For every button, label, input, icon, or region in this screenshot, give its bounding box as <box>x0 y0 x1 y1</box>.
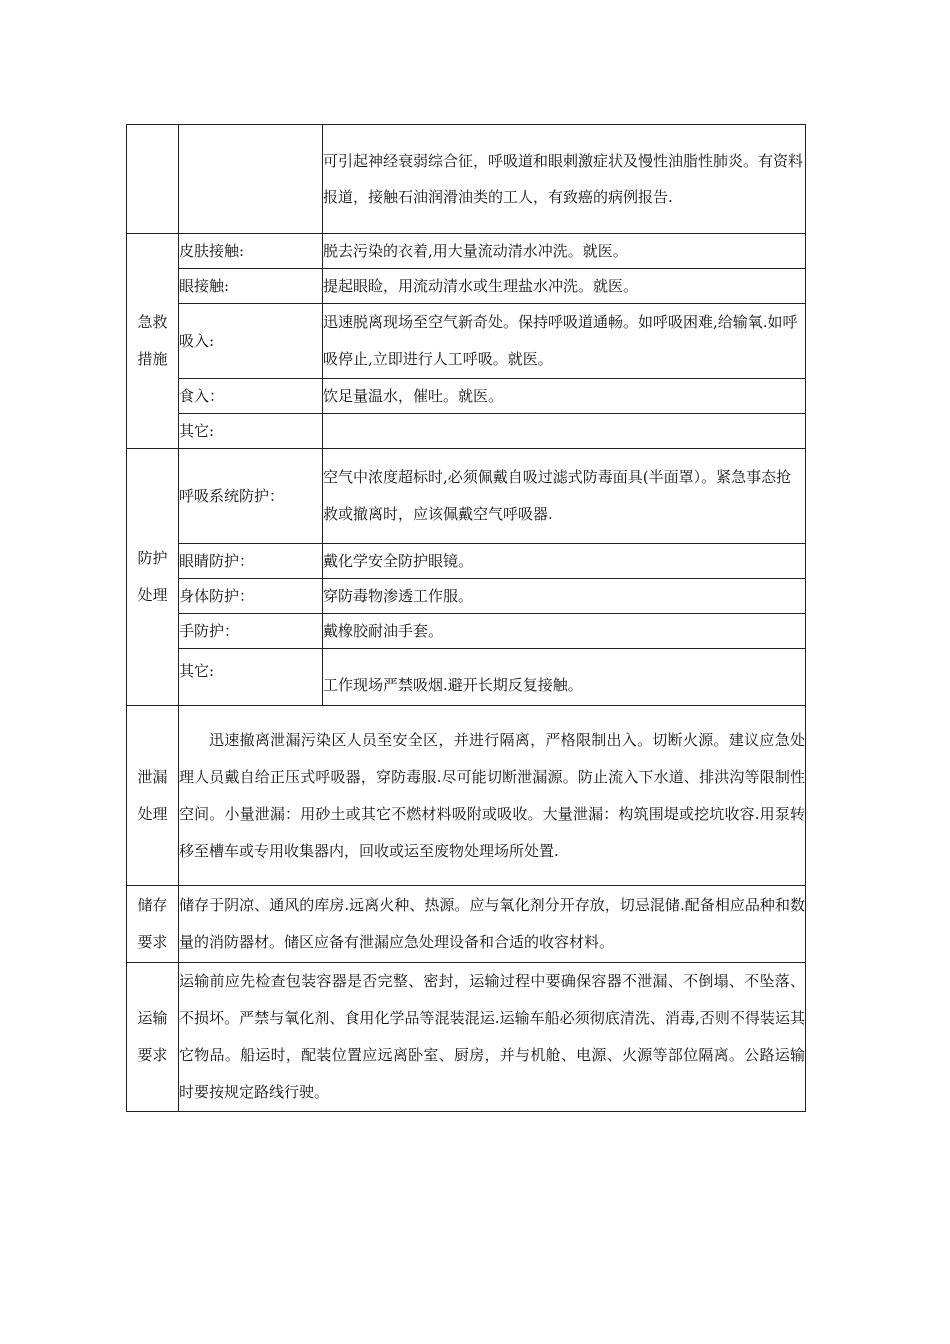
continuation-label-cell <box>179 125 323 234</box>
storage-row <box>127 886 806 963</box>
transport-category: 运输 要求 <box>127 963 179 1112</box>
leak-row <box>127 706 806 886</box>
first-aid-row-eye <box>127 269 806 304</box>
first-aid-label: 食入： <box>179 379 323 414</box>
leak-text: 迅速撤离泄漏污染区人员至安全区，并进行隔离，严格限制出入。切断火源。建议应急处理人员戴自给正压式呼吸器，穿防毒服.尽可能切断泄漏源。防止流入下水道、排洪沟等限制性空间。小量泄漏：用砂土或其它不燃材料吸附或吸收。大量泄漏：构筑围堤或挖坑收容.用泵转移至槽车或专用收集器内，回收或运至废物处理场所处置. <box>179 706 806 886</box>
first-aid-value: 迅速脱离现场至空气新奇处。保持呼吸道通畅。如呼吸困难,给输氧.如呼吸停止,立即进行人工呼吸。就医。 <box>323 304 806 379</box>
protection-value: 空气中浓度超标时,必须佩戴自吸过滤式防毒面具(半面罩）。紧急事态抢救或撤离时，应该佩戴空气呼吸器. <box>323 449 806 544</box>
protection-value: 穿防毒物渗透工作服。 <box>323 579 806 614</box>
continuation-text: 可引起神经衰弱综合征，呼吸道和眼刺激症状及慢性油脂性肺炎。有资料报道，接触石油润滑油类的工人，有致癌的病例报告. <box>323 125 806 234</box>
storage-category: 储存 要求 <box>127 886 179 963</box>
first-aid-label: 皮肤接触: <box>179 234 323 269</box>
protection-row-hand <box>127 614 806 649</box>
protection-label: 手防护： <box>179 614 323 649</box>
first-aid-value: 脱去污染的衣着,用大量流动清水冲洗。就医。 <box>323 234 806 269</box>
protection-row-eye <box>127 544 806 579</box>
first-aid-row-other <box>127 414 806 449</box>
protection-category: 防护 处理 <box>127 449 179 706</box>
continuation-row <box>127 125 806 234</box>
protection-label: 眼睛防护： <box>179 544 323 579</box>
storage-text: 储存于阴凉、通风的库房.远离火种、热源。应与氧化剂分开存放，切忌混储.配备相应品种和数量的消防器材。储区应备有泄漏应急处理设备和合适的收容材料。 <box>179 886 806 963</box>
first-aid-value <box>323 414 806 449</box>
first-aid-label: 其它: <box>179 414 323 449</box>
protection-row-respiratory <box>127 449 806 544</box>
protection-row-body <box>127 579 806 614</box>
protection-label: 呼吸系统防护： <box>179 449 323 544</box>
protection-value: 工作现场严禁吸烟.避开长期反复接触。 <box>323 649 806 706</box>
transport-text: 运输前应先检查包装容器是否完整、密封，运输过程中要确保容器不泄漏、不倒塌、不坠落、不损坏。严禁与氧化剂、食用化学品等混装混运.运输车船必须彻底清洗、消毒,否则不得装运其它物品。船运时，配装位置应远离卧室、厨房，并与机舱、电源、火源等部位隔离。公路运输时要按规定路线行驶。 <box>179 963 806 1112</box>
first-aid-value: 饮足量温水，催吐。就医。 <box>323 379 806 414</box>
protection-value: 戴橡胶耐油手套。 <box>323 614 806 649</box>
first-aid-value: 提起眼睑，用流动清水或生理盐水冲洗。就医。 <box>323 269 806 304</box>
msds-table <box>126 124 806 1112</box>
transport-row <box>127 963 806 1112</box>
protection-value: 戴化学安全防护眼镜。 <box>323 544 806 579</box>
first-aid-row-ingestion <box>127 379 806 414</box>
first-aid-label: 眼接触: <box>179 269 323 304</box>
protection-label: 身体防护： <box>179 579 323 614</box>
continuation-category-cell <box>127 125 179 234</box>
first-aid-label: 吸入: <box>179 304 323 379</box>
first-aid-row-inhalation <box>127 304 806 379</box>
protection-row-other <box>127 649 806 706</box>
first-aid-row-skin <box>127 234 806 269</box>
leak-category: 泄漏 处理 <box>127 706 179 886</box>
first-aid-category: 急救 措施 <box>127 234 179 449</box>
protection-label: 其它: <box>179 649 323 706</box>
